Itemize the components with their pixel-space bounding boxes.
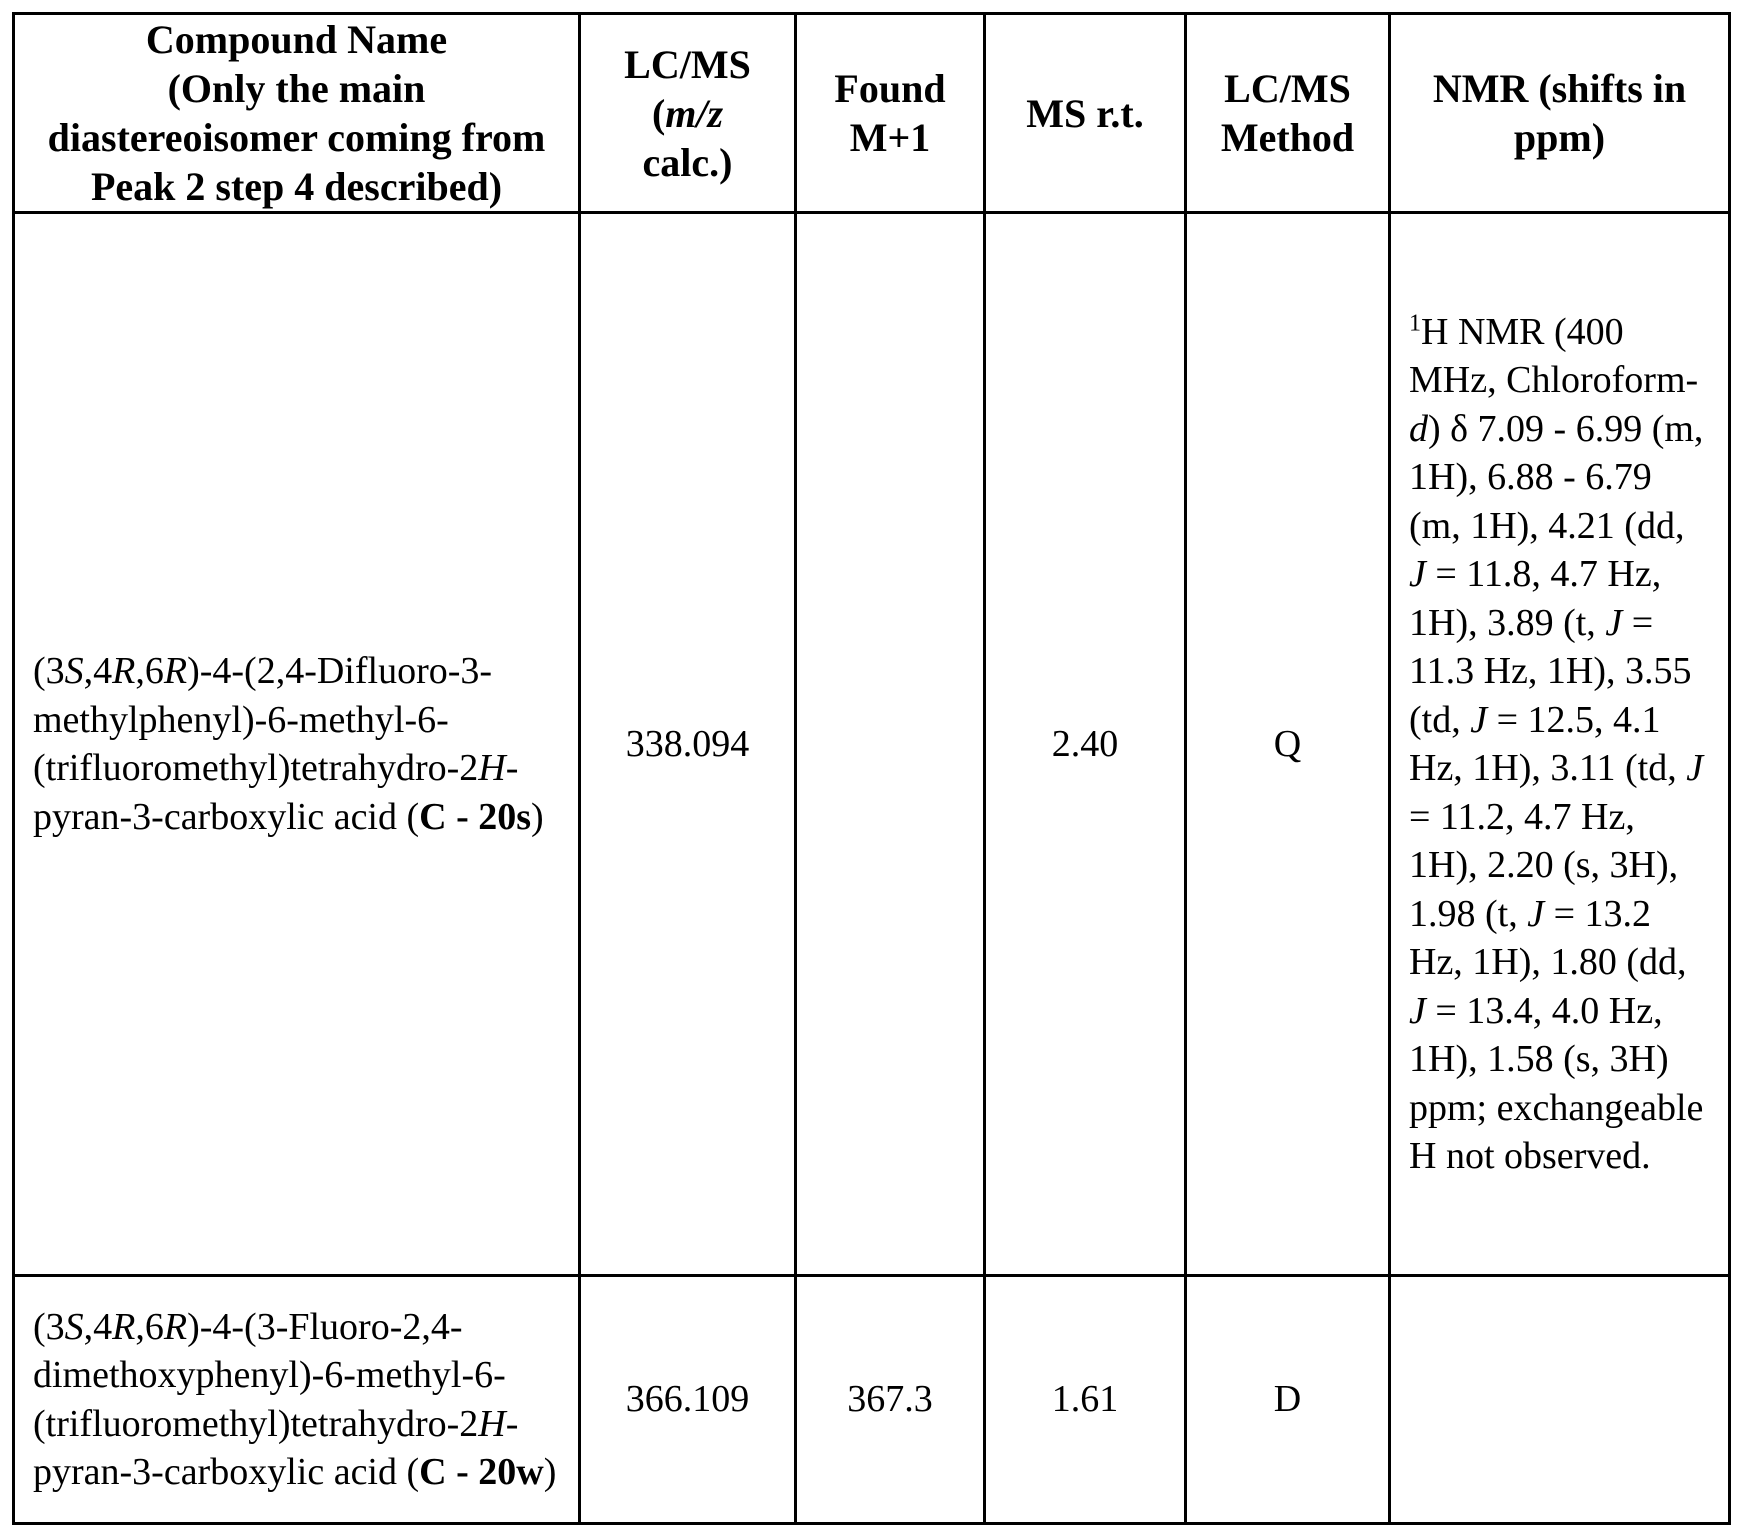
coupling-j: J (1527, 892, 1545, 935)
table-row (14, 1276, 1730, 1524)
header-line: Peak 2 step 4 described) (90, 164, 503, 209)
text: )-4-(3-Fluoro-2,4-dimethoxyphenyl)-6-methyl-6-(trifluoromethyl)tetrahydro-2 (33, 1305, 506, 1445)
italic-h: H (478, 747, 506, 789)
found-m1-cell: 367.3 (796, 1276, 985, 1524)
header-line: Found (834, 66, 946, 111)
header-line: calc.) (642, 139, 733, 185)
header-line: Compound Name (145, 17, 448, 62)
header-line: Method (1220, 115, 1355, 160)
header-line: NMR (shifts in (1432, 66, 1687, 111)
text: )-4-(2,4-Difluoro-3-methylphenyl)-6-methyl-6-(trifluoromethyl)tetrahydro-2 (33, 650, 493, 789)
stereo-descriptor: S (64, 650, 84, 692)
header-ms-rt (985, 14, 1186, 213)
italic-d: d (1409, 407, 1428, 450)
compound-code: C - 20w (419, 1451, 544, 1493)
header-found-m1 (796, 14, 985, 213)
superscript: 1 (1409, 309, 1421, 336)
header-line: LC/MS (1224, 66, 1351, 111)
header-line: ppm) (1513, 115, 1606, 160)
lcms-calc-cell: 366.109 (580, 1276, 796, 1524)
header-paren: ( (651, 90, 666, 136)
text: ,4 (83, 1305, 113, 1348)
ms-rt-cell: 2.40 (985, 213, 1186, 1276)
text: ) (531, 795, 544, 838)
text: (3 (33, 1305, 65, 1348)
header-nmr (1390, 14, 1730, 213)
header-lcms-method (1186, 14, 1390, 213)
header-line: LC/MS (624, 41, 751, 87)
stereo-descriptor: R (163, 650, 188, 692)
header-line: MS r.t. (1026, 90, 1144, 136)
coupling-j: J (1409, 553, 1426, 595)
text: ,6 (135, 1305, 164, 1348)
found-m1-cell (796, 213, 985, 1276)
coupling-j: J (1686, 747, 1704, 789)
text: = 12.5, 4.1 Hz, 1H), 3.11 (td, (1409, 698, 1687, 789)
header-line: (Only the main (167, 66, 426, 111)
text: -pyran-3-carboxylic acid ( (33, 1402, 519, 1493)
header-mz-italic: m/z (665, 90, 724, 136)
coupling-j: J (1409, 989, 1426, 1032)
ms-rt-cell: 1.61 (985, 1276, 1186, 1524)
header-lcms-calc (580, 14, 796, 213)
stereo-descriptor: R (112, 650, 136, 692)
lcms-calc-cell: 338.094 (580, 213, 796, 1276)
compound-data-table (12, 12, 1731, 1525)
coupling-j: J (1470, 698, 1488, 741)
text: H NMR (400 MHz, Chloroform- (1409, 310, 1699, 401)
header-row (14, 14, 1730, 213)
italic-h: H (478, 1402, 506, 1445)
text: ) (543, 1451, 557, 1493)
text: -pyran-3-carboxylic acid ( (33, 747, 519, 838)
stereo-descriptor: R (112, 1305, 136, 1348)
compound-code: C - 20s (419, 795, 532, 838)
text: = 11.2, 4.7 Hz, 1H), 2.20 (s, 3H), 1.98 (t, (1409, 795, 1679, 935)
text: = 13.2 Hz, 1H), 1.80 (dd, (1409, 892, 1687, 983)
header-line: M+1 (849, 115, 931, 160)
text: = 13.4, 4.0 Hz, 1H), 1.58 (s, 3H) ppm; exchangeable H not observed. (1409, 989, 1704, 1177)
compound-name-cell (14, 1276, 580, 1524)
text: ,4 (83, 650, 113, 692)
text: ,6 (135, 650, 164, 692)
header-line: diastereoisomer coming from (47, 115, 546, 160)
stereo-descriptor: R (163, 1305, 188, 1348)
lcms-method-cell: D (1186, 1276, 1390, 1524)
compound-name-cell (14, 213, 580, 1276)
nmr-cell (1390, 1276, 1730, 1524)
stereo-descriptor: S (64, 1305, 84, 1348)
lcms-method-cell: Q (1186, 213, 1390, 1276)
text: ) δ 7.09 - 6.99 (m, 1H), 6.88 - 6.79 (m, 1H), 4.21 (dd, (1409, 407, 1704, 547)
coupling-j: J (1605, 601, 1623, 644)
nmr-cell (1390, 213, 1730, 1276)
text: = 11.8, 4.7 Hz, 1H), 3.89 (t, (1409, 553, 1662, 644)
table-row (14, 213, 1730, 1276)
text: (3 (33, 650, 65, 692)
text: = 11.3 Hz, 1H), 3.55 (td, (1409, 601, 1692, 741)
header-compound-name (14, 14, 580, 213)
